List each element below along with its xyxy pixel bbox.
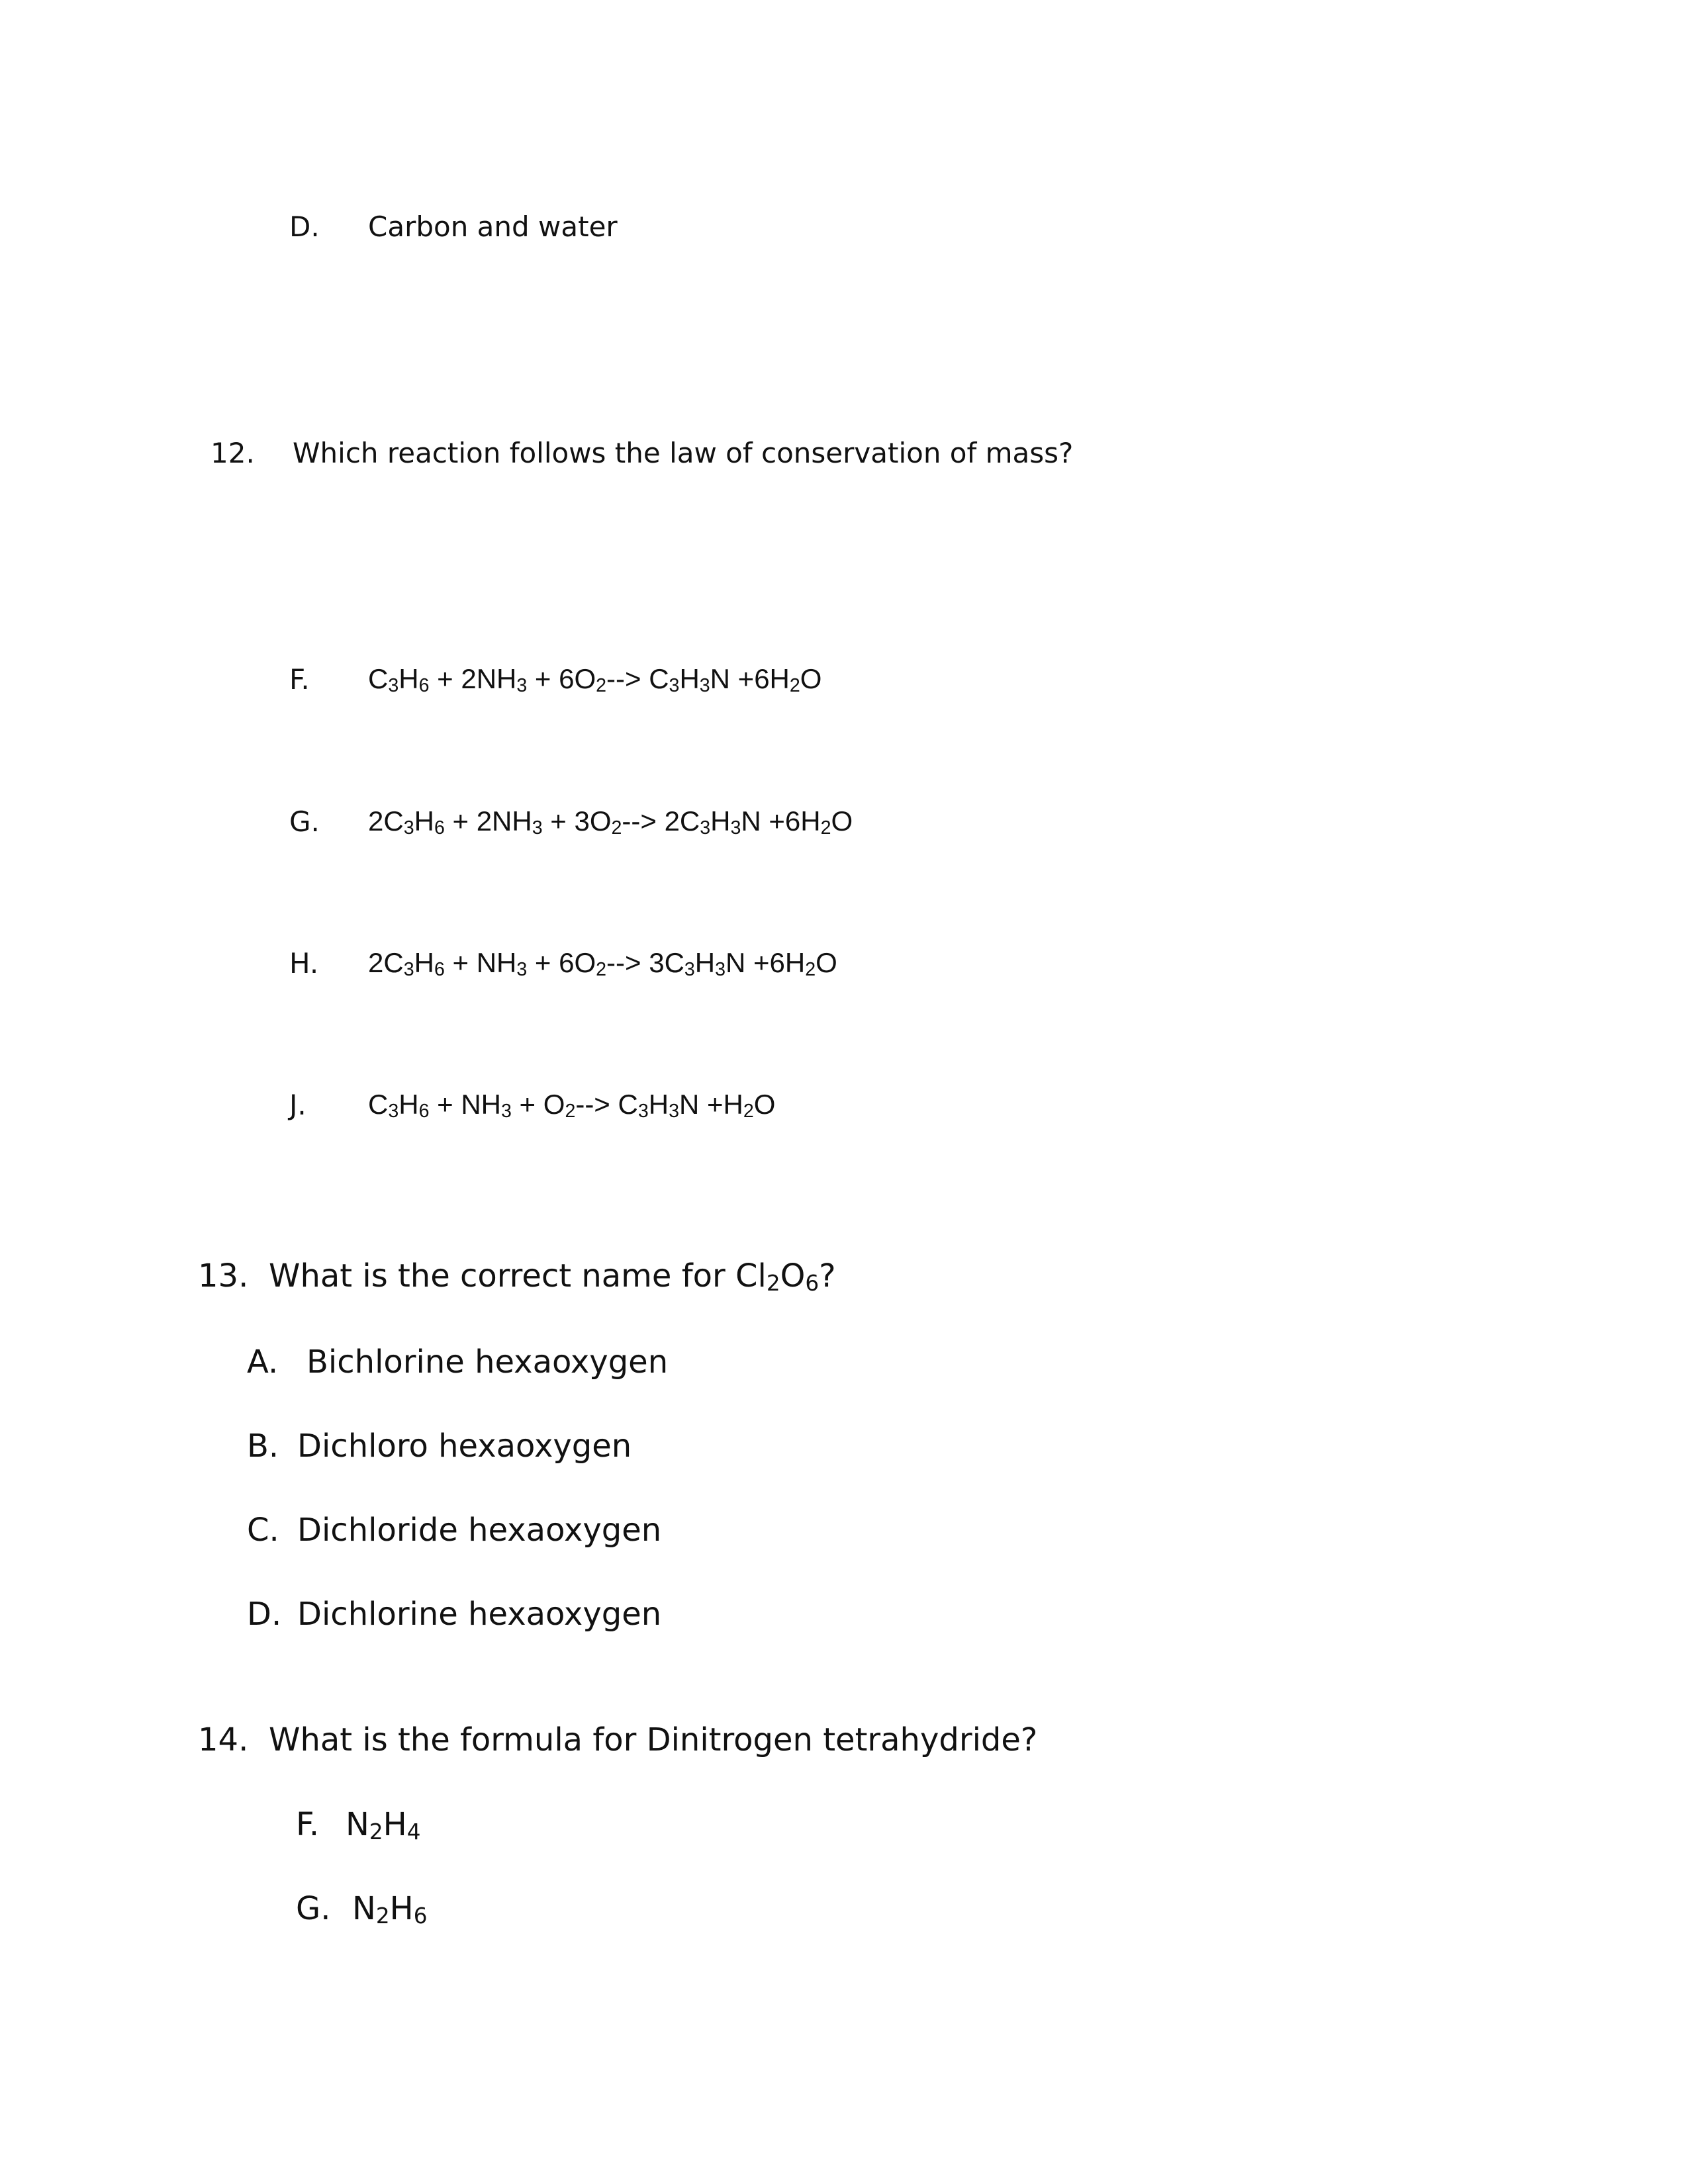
choice-label: J. xyxy=(289,1089,306,1121)
choice-text: Bichlorine hexaoxygen xyxy=(306,1343,669,1381)
question-number: 14. xyxy=(198,1721,249,1758)
choice-equation: $2C_3H_6 + 2NH_3 + 3O_2--> 2C_3H_3N +6H_2O$ xyxy=(368,805,853,839)
choice-formula: $N_2H_4$ xyxy=(346,1806,421,1844)
question-text: What is the formula for Dinitrogen tetrahydride? xyxy=(269,1721,1038,1758)
choice-formula: $N_2H_6$ xyxy=(352,1890,428,1929)
choice-label: A. xyxy=(247,1343,279,1381)
question-text: Which reaction follows the law of conservation of mass? xyxy=(293,437,1074,469)
question-number: 12. xyxy=(211,437,255,469)
choice-label: F. xyxy=(296,1806,320,1843)
choice-equation: $C_3H_6 + NH_3 + O_2--> C_3H_3N +H_2O$ xyxy=(368,1089,776,1122)
choice-label: C. xyxy=(247,1512,279,1549)
choice-equation: $2C_3H_6 + NH_3 + 6O_2--> 3C_3H_3N +6H_2O$ xyxy=(368,947,837,981)
question-number: 13. xyxy=(198,1257,249,1295)
choice-label: D. xyxy=(289,210,320,243)
choice-equation: $C_3H_6 + 2NH_3 + 6O_2--> C_3H_3N +6H_2O$ xyxy=(368,663,822,697)
choice-label: F. xyxy=(289,663,310,696)
choice-label: H. xyxy=(289,947,319,979)
choice-text: Dichlorine hexaoxygen xyxy=(297,1596,662,1633)
choice-label: D. xyxy=(247,1596,282,1633)
choice-label: B. xyxy=(247,1428,279,1465)
choice-label: G. xyxy=(289,805,320,838)
choice-text: Dichloro hexaoxygen xyxy=(297,1428,632,1465)
choice-text: Dichloride hexaoxygen xyxy=(297,1512,662,1549)
question-text: What is the correct name for $Cl_2O_6$? xyxy=(269,1257,836,1296)
choice-text: Carbon and water xyxy=(368,210,618,243)
choice-label: G. xyxy=(296,1890,331,1927)
